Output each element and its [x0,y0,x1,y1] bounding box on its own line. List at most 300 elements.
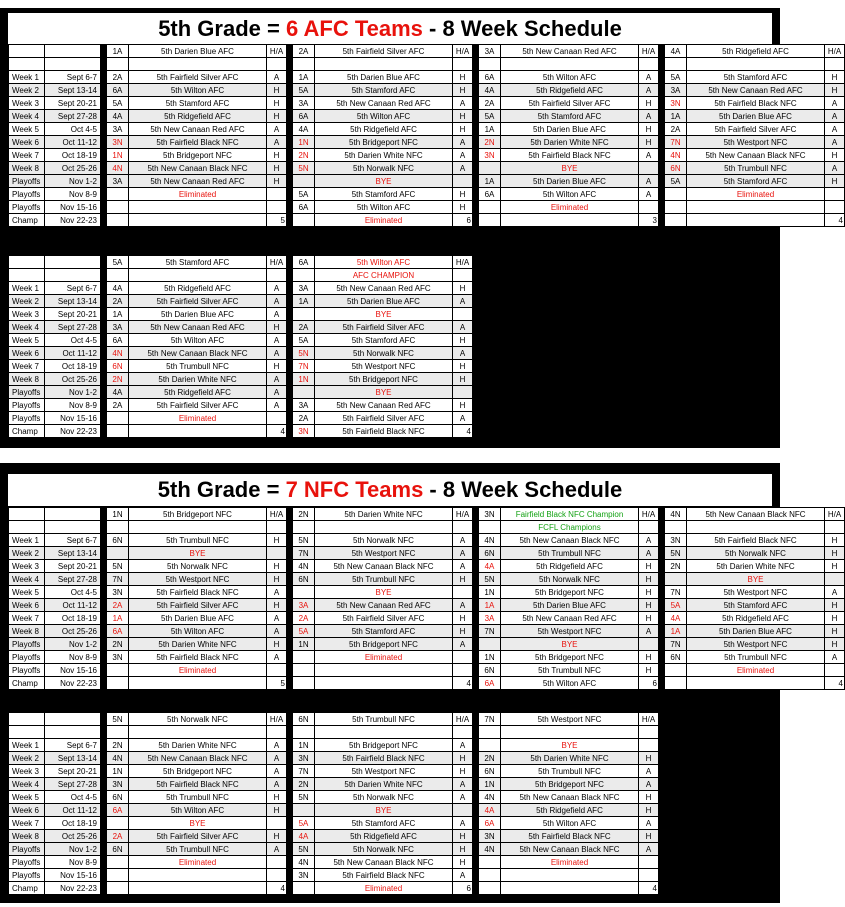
opponent-code: 5A [479,110,501,123]
team-name-header: 5th Bridgeport NFC [129,508,267,521]
opponent-code: 3N [107,651,129,664]
home-away: H [267,638,287,651]
header-blank [45,508,101,521]
opponent-name: 5th Fairfield Silver AFC [315,412,453,425]
home-away: A [453,149,473,162]
week-label: Week 1 [9,739,45,752]
opponent-code [479,882,501,895]
opponent-code: 6A [479,71,501,84]
opponent-name: 5th Fairfield Black NFC [129,778,267,791]
opponent-name: 5th Darien Blue AFC [315,295,453,308]
opponent-code [107,664,129,677]
nfc-title-red: 7 NFC Teams [285,477,424,502]
week-date: Nov 22-23 [45,882,101,895]
home-away: H [453,71,473,84]
opponent-code: 1N [107,149,129,162]
week-row [9,573,845,586]
week-date: Sept 27-28 [45,778,101,791]
opponent-code [107,188,129,201]
opponent-code [479,214,501,227]
opponent-code: 6A [479,188,501,201]
opponent-name: BYE [501,739,639,752]
home-away: H [453,334,473,347]
home-away: A [267,651,287,664]
home-away: H [825,175,845,188]
opponent-code: 3A [293,599,315,612]
ha-header: H/A [453,45,473,58]
opponent-name: Eliminated [129,412,267,425]
opponent-name: 5th Wilton AFC [315,110,453,123]
opponent-code: 1A [665,625,687,638]
opponent-code: 4N [107,162,129,175]
note-blank [639,521,659,534]
home-away: A [825,97,845,110]
opponent-code: 1A [107,308,129,321]
opponent-name: 5th Trumbull NFC [129,843,267,856]
week-date: Oct 25-26 [45,830,101,843]
opponent-name: 5th Fairfield Black NFC [501,149,639,162]
header-blank [9,713,45,726]
opponent-name: 5th Fairfield Black NFC [129,586,267,599]
note-row [9,726,659,739]
header-row [9,45,845,58]
opponent-name: 5th Stamford AFC [687,71,825,84]
opponent-code [665,214,687,227]
week-label: Playoffs [9,869,45,882]
opponent-code: 3A [293,399,315,412]
opponent-name: 5th Darien Blue AFC [315,71,453,84]
opponent-name: 5th New Canaan Red AFC [687,84,825,97]
home-away: A [825,136,845,149]
opponent-code [665,664,687,677]
home-away: H [453,399,473,412]
team-note [129,58,267,71]
home-away: H [639,599,659,612]
opponent-name: 5th Fairfield Silver AFC [129,399,267,412]
opponent-code: 6N [107,534,129,547]
opponent-code: 3N [293,752,315,765]
opponent-name: 5th Ridgefield AFC [501,560,639,573]
opponent-name: 5th Darien Blue AFC [687,110,825,123]
opponent-name [129,214,267,227]
home-away: H [825,534,845,547]
afc-title-post: - 8 Week Schedule [422,16,622,41]
opponent-name: 5th Darien White NFC [129,373,267,386]
week-label: Week 8 [9,162,45,175]
opponent-name: 5th New Canaan Red AFC [315,97,453,110]
week-row [9,386,473,399]
home-away: A [267,586,287,599]
note-blank [453,269,473,282]
home-away: A [639,547,659,560]
opponent-code: 6A [479,677,501,690]
opponent-code: 3N [665,534,687,547]
week-row [9,412,473,425]
week-row [9,882,659,895]
opponent-name: 5th Wilton AFC [129,84,267,97]
opponent-name: 5th Westport NFC [687,136,825,149]
opponent-code: 4A [479,84,501,97]
opponent-name: 5th Fairfield Silver AFC [687,123,825,136]
opponent-code: 4A [293,123,315,136]
afc-title-pre: 5th Grade = [158,16,286,41]
opponent-code: 2A [107,399,129,412]
week-row [9,214,845,227]
week-row [9,752,659,765]
opponent-code: 4A [107,282,129,295]
opponent-name: 5th Darien Blue AFC [129,612,267,625]
home-away: H [453,752,473,765]
note-blank [479,58,501,71]
opponent-code: 6N [107,791,129,804]
home-away: H [453,201,473,214]
opponent-name: BYE [315,804,453,817]
week-label: Week 5 [9,586,45,599]
week-row [9,71,845,84]
opponent-code [107,882,129,895]
opponent-name: 5th Fairfield Black NFC [315,752,453,765]
home-away: A [267,373,287,386]
week-label: Week 1 [9,71,45,84]
week-date: Nov 22-23 [45,677,101,690]
opponent-code: 6N [107,360,129,373]
home-away: H [825,71,845,84]
opponent-code: 4A [107,110,129,123]
home-away: A [453,869,473,882]
opponent-code: 1A [479,175,501,188]
week-label: Playoffs [9,412,45,425]
opponent-code: 5A [665,71,687,84]
opponent-name: 5th Fairfield Silver AFC [501,97,639,110]
week-date: Nov 15-16 [45,869,101,882]
home-away: 4 [267,882,287,895]
opponent-name: 5th Wilton AFC [501,677,639,690]
opponent-code: 1A [293,295,315,308]
opponent-code: 6A [107,334,129,347]
opponent-name: 5th Fairfield Silver AFC [315,612,453,625]
opponent-name: 5th Norwalk NFC [687,547,825,560]
note-blank [293,58,315,71]
home-away: H [639,830,659,843]
opponent-name: 5th New Canaan Red AFC [129,175,267,188]
note-blank [453,726,473,739]
week-label: Playoffs [9,651,45,664]
opponent-code: 5A [107,97,129,110]
opponent-name: 5th Westport NFC [315,360,453,373]
week-label: Week 3 [9,765,45,778]
note-blank [479,521,501,534]
week-label: Playoffs [9,664,45,677]
header-row [9,713,659,726]
opponent-name: 5th Darien White NFC [687,560,825,573]
week-label: Week 2 [9,752,45,765]
opponent-code: 5A [293,188,315,201]
opponent-code: 6N [479,765,501,778]
opponent-code [107,677,129,690]
week-row [9,373,473,386]
week-row [9,534,845,547]
nfc-title [8,474,772,506]
note-blank [293,269,315,282]
home-away [825,201,845,214]
home-away: A [267,399,287,412]
week-row [9,625,845,638]
week-row [9,560,845,573]
home-away: H [453,765,473,778]
home-away: A [639,71,659,84]
opponent-name: 5th Ridgefield AFC [129,110,267,123]
header-blank [45,713,101,726]
opponent-name: 5th Trumbull NFC [687,162,825,175]
opponent-name [687,214,825,227]
week-date: Nov 8-9 [45,651,101,664]
opponent-name: Eliminated [501,856,639,869]
opponent-name: 5th Darien Blue AFC [501,599,639,612]
home-away: H [267,360,287,373]
home-away: A [453,97,473,110]
opponent-code [665,677,687,690]
opponent-name: 5th Stamford AFC [687,599,825,612]
opponent-code: 6N [479,547,501,560]
opponent-code: 6N [293,573,315,586]
opponent-code: 5N [293,347,315,360]
week-row [9,136,845,149]
team-code-header: 6N [293,713,315,726]
week-row [9,282,473,295]
week-label: Playoffs [9,386,45,399]
week-label: Week 3 [9,97,45,110]
week-label: Playoffs [9,201,45,214]
week-row [9,321,473,334]
opponent-code [293,804,315,817]
opponent-name: BYE [315,386,453,399]
ha-header: H/A [639,508,659,521]
team-name-header: 5th New Canaan Red AFC [501,45,639,58]
home-away: A [639,188,659,201]
home-away: H [639,664,659,677]
home-away [825,188,845,201]
week-date: Oct 18-19 [45,612,101,625]
opponent-code: 6N [665,162,687,175]
week-label: Week 2 [9,295,45,308]
week-row [9,791,659,804]
opponent-code: 4A [665,612,687,625]
note-blank [9,521,45,534]
opponent-code: 1N [479,586,501,599]
week-row [9,869,659,882]
opponent-code: 5N [293,534,315,547]
home-away: A [825,123,845,136]
opponent-name: 5th Trumbull NFC [129,360,267,373]
opponent-name: 5th Wilton AFC [501,71,639,84]
week-date: Oct 11-12 [45,804,101,817]
opponent-name: 5th New Canaan Black NFC [129,162,267,175]
home-away: 5 [267,214,287,227]
opponent-code [107,214,129,227]
home-away: H [267,791,287,804]
home-away: A [453,534,473,547]
week-row [9,778,659,791]
team-note [129,269,267,282]
home-away: A [267,765,287,778]
opponent-name: BYE [315,586,453,599]
home-away: A [453,560,473,573]
home-away: A [639,778,659,791]
opponent-code [479,162,501,175]
afc-title [8,13,772,45]
home-away: H [825,625,845,638]
opponent-name: 5th Trumbull NFC [501,547,639,560]
home-away [267,412,287,425]
home-away: A [639,84,659,97]
note-blank [107,521,129,534]
team-name-header: 5th Ridgefield AFC [687,45,825,58]
ha-header: H/A [267,713,287,726]
opponent-name [315,664,453,677]
home-away: A [453,638,473,651]
opponent-code: 3N [479,830,501,843]
home-away: H [639,573,659,586]
opponent-code: 3N [293,869,315,882]
opponent-code [665,188,687,201]
home-away [453,386,473,399]
week-date: Sept 6-7 [45,71,101,84]
opponent-name: 5th Fairfield Black NFC [129,651,267,664]
opponent-name: 5th New Canaan Red AFC [315,282,453,295]
home-away [453,308,473,321]
opponent-code: 2A [293,321,315,334]
week-row [9,856,659,869]
home-away: 4 [453,677,473,690]
opponent-name: 5th Ridgefield AFC [501,84,639,97]
opponent-name: 5th Bridgeport NFC [501,778,639,791]
opponent-code [293,586,315,599]
week-date: Sept 13-14 [45,295,101,308]
week-row [9,664,845,677]
opponent-name: 5th New Canaan Red AFC [501,612,639,625]
opponent-code: 7N [665,586,687,599]
week-label: Champ [9,425,45,438]
opponent-name: 5th Bridgeport NFC [315,739,453,752]
note-blank [45,58,101,71]
team-name-header: 5th New Canaan Black NFC [687,508,825,521]
opponent-code: 6A [107,84,129,97]
opponent-name: 5th Trumbull NFC [687,651,825,664]
opponent-code: 1A [665,110,687,123]
week-label: Week 7 [9,612,45,625]
week-date: Nov 15-16 [45,201,101,214]
opponent-code: 6N [107,843,129,856]
team-note [315,726,453,739]
team-code-header: 2A [293,45,315,58]
home-away: A [453,136,473,149]
opponent-code: 3N [107,778,129,791]
opponent-name [501,214,639,227]
opponent-code: 3N [479,149,501,162]
opponent-name: 5th Darien White NFC [129,638,267,651]
team-code-header: 1N [107,508,129,521]
week-row [9,334,473,347]
team-name-header: 5th Darien White NFC [315,508,453,521]
home-away [267,856,287,869]
opponent-code: 1A [107,612,129,625]
week-row [9,739,659,752]
home-away: H [453,84,473,97]
opponent-code: 4A [479,804,501,817]
opponent-name: BYE [315,175,453,188]
week-label: Week 6 [9,599,45,612]
home-away: H [267,175,287,188]
home-away: H [453,843,473,856]
opponent-name: 5th Bridgeport NFC [129,765,267,778]
week-row [9,175,845,188]
home-away [639,162,659,175]
week-row [9,295,473,308]
opponent-code: 2A [107,599,129,612]
home-away: A [267,136,287,149]
week-date: Oct 25-26 [45,625,101,638]
opponent-code: 6A [293,110,315,123]
home-away: H [267,560,287,573]
opponent-name: 5th Wilton AFC [501,188,639,201]
opponent-code: 4A [293,830,315,843]
week-label: Week 4 [9,778,45,791]
opponent-code: 7N [293,765,315,778]
opponent-code: 5N [293,843,315,856]
opponent-name: BYE [501,638,639,651]
week-date: Nov 1-2 [45,843,101,856]
week-date: Oct 4-5 [45,123,101,136]
opponent-name: 5th Norwalk NFC [315,534,453,547]
week-date: Nov 8-9 [45,399,101,412]
week-date: Oct 11-12 [45,347,101,360]
opponent-code: 5N [293,791,315,804]
home-away: 4 [825,214,845,227]
ha-header: H/A [267,45,287,58]
home-away: A [825,586,845,599]
home-away [639,739,659,752]
opponent-name: 5th Fairfield Silver AFC [129,71,267,84]
opponent-code: 4N [293,560,315,573]
opponent-name: 5th Trumbull NFC [501,664,639,677]
team-name-header: 5th Darien Blue AFC [129,45,267,58]
home-away [267,869,287,882]
home-away: A [639,625,659,638]
home-away: A [267,334,287,347]
nfc-title-pre: 5th Grade = [157,477,286,502]
week-label: Playoffs [9,856,45,869]
team-note: FCFL Champions [501,521,639,534]
opponent-name: 5th Ridgefield AFC [129,282,267,295]
home-away: A [453,347,473,360]
team-note [315,58,453,71]
home-away [453,175,473,188]
opponent-name: 5th Fairfield Black NFC [315,425,453,438]
opponent-code [479,869,501,882]
opponent-code: 7N [479,625,501,638]
opponent-code [479,856,501,869]
note-blank [665,521,687,534]
opponent-code: 2A [107,71,129,84]
week-row [9,84,845,97]
week-date: Nov 1-2 [45,638,101,651]
opponent-code: 4N [293,856,315,869]
week-date: Nov 1-2 [45,386,101,399]
opponent-code: 2N [107,373,129,386]
opponent-name: 5th Darien White NFC [315,778,453,791]
week-row [9,162,845,175]
header-blank [9,256,45,269]
